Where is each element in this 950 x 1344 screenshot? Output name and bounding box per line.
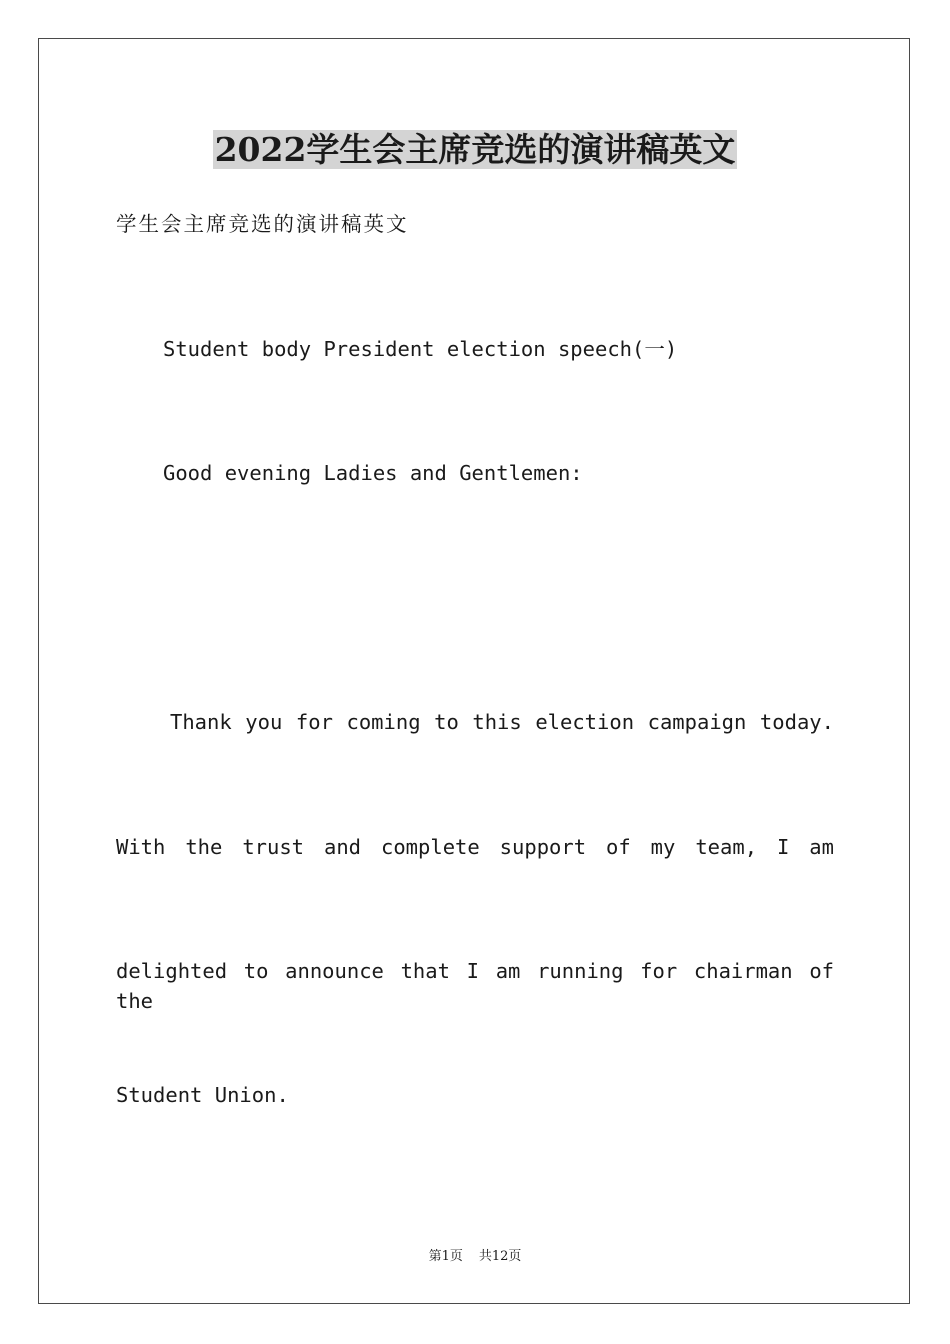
page-number-current: 第1页 — [428, 1249, 463, 1264]
page-number-total: 共12页 — [478, 1249, 522, 1264]
document-title-text: 2022学生会主席竞选的演讲稿英文 — [214, 130, 736, 169]
body-line-3: delighted to announce that I am running for chairman of the — [116, 959, 834, 1013]
body-line-2: With the trust and complete support of my team, I am — [116, 835, 834, 859]
body-line-4: Student Union. — [116, 1083, 289, 1107]
body-line-1: Thank you for coming to this election campaign today. — [170, 710, 834, 734]
document-title — [0, 126, 950, 174]
speech-heading: Student body President election speech(一) — [163, 337, 678, 361]
page-footer — [0, 1247, 950, 1267]
document-subtitle: 学生会主席竞选的演讲稿英文 — [116, 212, 409, 236]
speech-greeting: Good evening Ladies and Gentlemen: — [163, 461, 583, 485]
